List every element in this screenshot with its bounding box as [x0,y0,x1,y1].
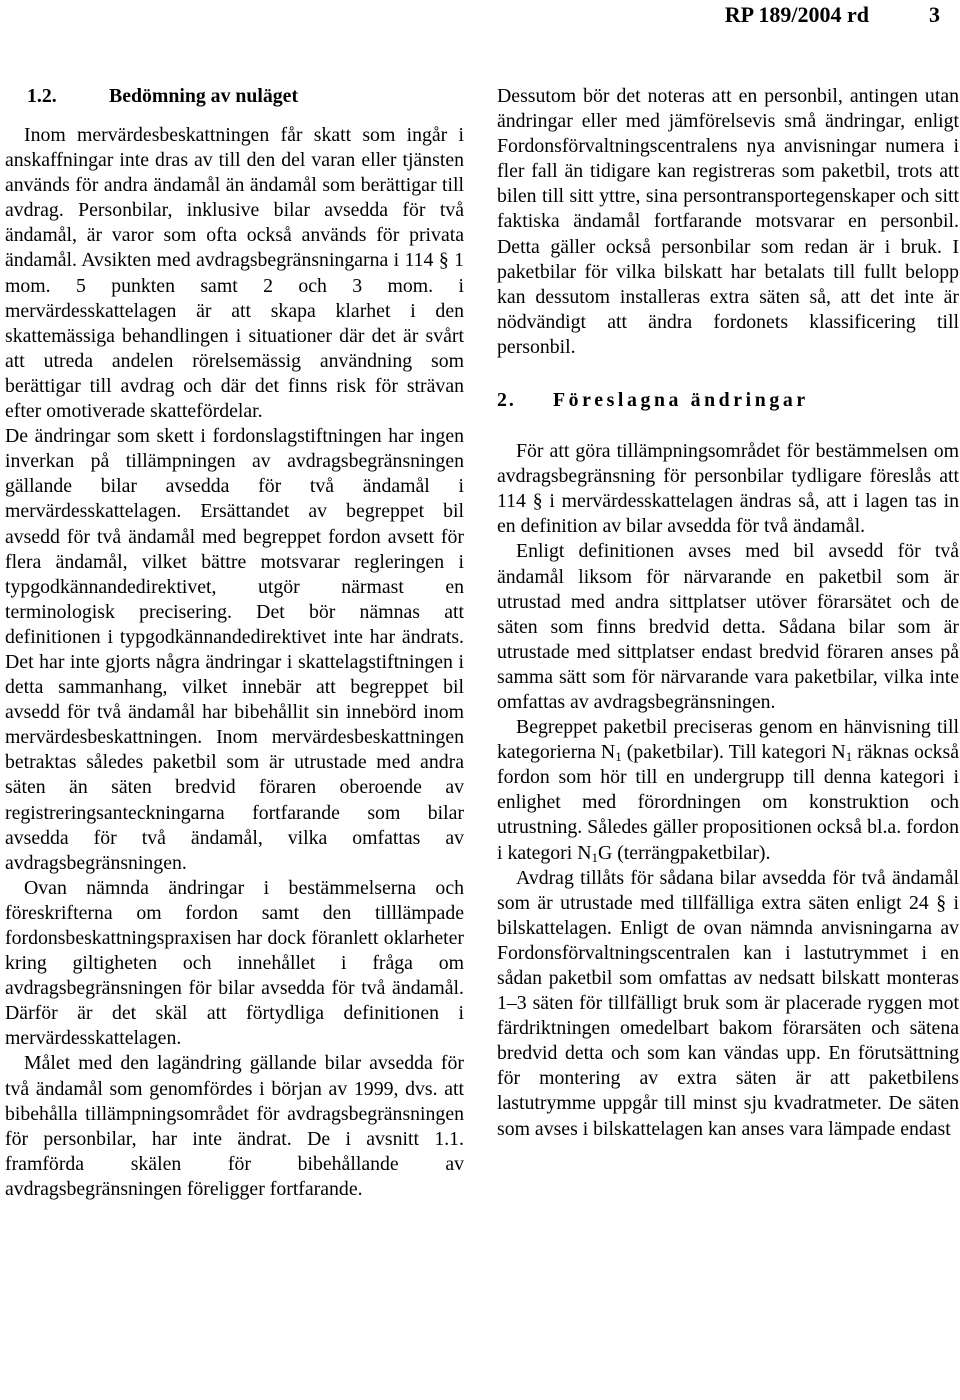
paragraph: Ovan nämnda ändringar i bestämmelserna och föreskrifterna om fordon samt den tilllämpade fordonsbeskattningspraxisen har dock föranlett oklarheter kring giltigheten och innehållet i fråga om avdragsbegränsningen för bilar avsedda för två ändamål. Därför är det skäl att förtydliga definitionen i mervärdesskattelagen. [5,876,464,1050]
paragraph-text: Begreppet paketbil preciseras genom en hänvisning till kategorierna N [497,716,959,764]
section-title: Föreslagna ändringar [553,389,809,412]
section-number: 2. [497,389,516,412]
paragraph: Avdrag tillåts för sådana bilar avsedda för två ändamål som är utrustade med tillfälliga extra säten enligt 24 § i bilskattelagen. Enligt de ovan nämnda anvisningarna av Fordonsförvaltningscentralen kan i lastutrymmet i en sådan paketbil som omfattas av nedsatt bilskatt monteras 1–3 säten för tillfälligt bruk som är placerade ryggen mot färdriktningen omedelbart bakom förarsäten och sätena bredvid detta och som kan vändas upp. En förutsättning för montering av extra säten är att paketbilens lastutrymme uppgår till minst sju kvadratmeter. De säten som avses i bilskattelagen kan anses vara lämpade endast [497,866,959,1140]
section-number: 1.2. [27,85,57,107]
paragraph: Enligt definitionen avses med bil avsedd för två ändamål liksom för närvarande en paketbil som är utrustad med andra sittplatser utöver förarsätet och de säten som finns bredvid detta. Sådana bilar som är utrustade med sittplatser endast bredvid föraren anses på samma sätt som för närvarande vara paketbilar, vilka inte omfattas av avdragsbegränsningen. [497,540,959,713]
paragraph: Dessutom bör det noteras att en personbil, antingen utan ändringar eller med jämförelsevis små ändringar, enligt Fordonsförvaltningscentralens nya anvisningar numera i fler fall än tidigare kan registreras som paketbil, trots att bilen till sitt yttre, sina persontransportegenskaper och sitt faktiska ändamål fortfarande motsvarar en personbil. Detta gäller också personbilar som redan är i bruk. I paketbilar för vilka bilskatt har betalats till fullt belopp kan dessutom installeras extra säten så, att det inte är nödvändigt att ändra fordonets klassificering till personbil. [497,85,959,358]
paragraph: Inom mervärdesbeskattningen får skatt som ingår i anskaffningar inte dras av till den del varan eller tjänsten används för andra ändamål än ändamål som berättigar till avdrag. Personbilar, inklusive bilar avsedda för två ändamål, är varor som ofta också används för privata ändamål. Avsikten med avdragsbegränsningarna i 114 § 1 mom. 5 punkten samt 2 och 3 mom. i mervärdesskattelagen är att skapa klarhet i den skattemässiga behandlingen i situationer där det är svårt att utreda andelen rörelsemässig användning som berättigar till avdrag och där det finns risk för strävan efter omotiverade skattefördelar. [5,124,464,423]
left-column [5,84,464,1202]
document-id: RP 189/2004 rd [724,2,869,27]
paragraph-text: (paketbilar). Till kategori N [621,741,846,764]
page-header [725,2,940,28]
paragraph: De ändringar som skett i fordonslagstiftningen har ingen inverkan på tillämpningen av avdragsbegränsningen gällande bilar avsedda för två ändamål i mervärdesskattelagen. Ersättandet av begreppet bil avsedd för två ändamål med begreppet fordon avsett för flera ändamål, vilket bättre motsvarar regleringen i typgodkännandedirektivet, utgör närmast en terminologisk precisering. Det bör nämnas att definitionen i typgodkännandedirektivet inte har ändrats. Det har inte gjorts några ändringar i skattelagstiftningen i detta sammanhang, vilket innebär att begreppet bil avsedd för två ändamål har bibehållit sin innebörd inom mervärdesbeskattningen. Inom mervärdesbeskattningen betraktas således paketbil som är utrustade med andra säten än säten bredvid föraren oberoende av registreringsanteckningarna fortfarande som bilar avsedda för två ändamål, vilka omfattas av avdragsbegränsningen. [5,425,464,874]
right-column [497,84,959,1142]
page-number: 3 [929,2,940,27]
subscript: 1 [845,749,853,765]
paragraph [497,715,959,866]
section-heading [5,84,464,109]
paragraph-text: räknas också fordon som hör till en undergrupp till denna kategori i enlighet med förordningen om konstruktion och utrustning. Således gäller propositionen också bl.a. fordon i kategori N [497,741,959,864]
paragraph-text: G (terrängpaketbilar). [597,841,771,864]
section-heading [497,388,959,413]
subscript: 1 [591,849,598,865]
paragraph: För att göra tillämpningsområdet för bestämmelsen om avdragsbegränsning för personbilar tydligare föreslås att 114 § i mervärdesskattelagen ändras så, att i lagen tas in en definition av bilar avsedda för två ändamål. [497,440,959,538]
paragraph: Målet med den lagändring gällande bilar avsedda för två ändamål som genomfördes i början av 1999, dvs. att bibehålla tillämpningsområdet för avdragsbegränsningen för personbilar, har inte ändrat. De i avsnitt 1.1. framförda skälen för bibehållande av avdragsbegränsningen föreligger fortfarande. [5,1052,464,1200]
section-title: Bedömning av nuläget [109,85,299,107]
subscript: 1 [615,749,622,765]
